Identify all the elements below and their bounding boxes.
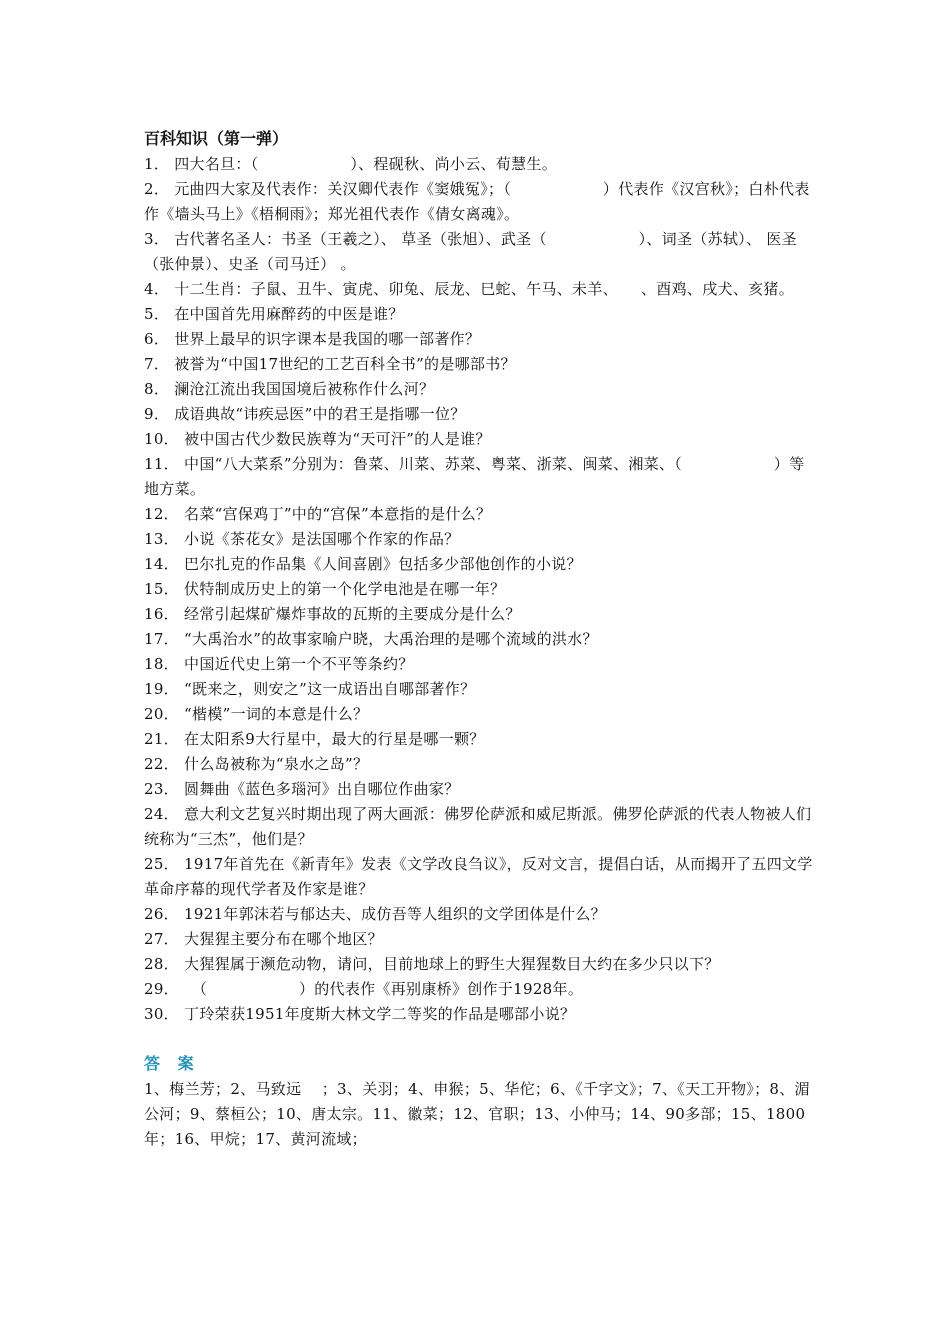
document-title: 百科知识（第一弹） — [144, 129, 289, 148]
answer-text: 1、梅兰芳；2、马致远 ；3、关羽；4、申猴；5、华佗；6、《千字文》；7、《天工开物》；8、湄公河；9、蔡桓公；10、唐太宗。11、徽菜；12、官职；13、小仲马；14、90多部；15、1800年；16、甲烷；17、黄河流域； — [144, 1080, 810, 1148]
question-23: 23． 圆舞曲《蓝色多瑙河》出自哪位作曲家？ — [144, 780, 460, 798]
question-13: 13． 小说《茶花女》是法国哪个作家的作品？ — [144, 530, 460, 548]
question-30: 30． 丁玲荣获1951年度斯大林文学二等奖的作品是哪部小说？ — [144, 1005, 576, 1023]
question-26: 26． 1921年郭沫若与郁达夫、成仿吾等人组织的文学团体是什么？ — [144, 905, 606, 923]
question-15: 15． 伏特制成历史上的第一个化学电池是在哪一年？ — [144, 580, 506, 598]
question-19: 19． “既来之，则安之”这一成语出自哪部著作？ — [144, 680, 476, 698]
question-6: 6． 世界上最早的识字课本是我国的哪一部著作？ — [144, 330, 481, 348]
question-20: 20． “楷模”一词的本意是什么？ — [144, 705, 369, 723]
question-14: 14． 巴尔扎克的作品集《人间喜剧》包括多少部他创作的小说？ — [144, 555, 582, 573]
question-18: 18． 中国近代史上第一个不平等条约？ — [144, 655, 414, 673]
question-24: 24． 意大利文艺复兴时期出现了两大画派：佛罗伦萨派和威尼斯派。佛罗伦萨派的代表人物被人们统称为“三杰”，他们是？ — [144, 805, 812, 848]
question-27: 27． 大猩猩主要分布在哪个地区？ — [144, 930, 383, 948]
question-8: 8． 澜沧江流出我国国境后被称作什么河？ — [144, 380, 435, 398]
question-2: 2． 元曲四大家及代表作：关汉卿代表作《窦娥冤》；（ ）代表作《汉宫秋》；白朴代表作《墙头马上》《梧桐雨》；郑光祖代表作《倩女离魂》。 — [144, 180, 810, 223]
question-25: 25． 1917年首先在《新青年》发表《文学改良刍议》，反对文言，提倡白话，从而揭开了五四文学革命序幕的现代学者及作家是谁？ — [144, 855, 813, 898]
question-21: 21． 在太阳系9大行星中，最大的行星是哪一颗？ — [144, 730, 485, 748]
question-4: 4． 十二生肖：子鼠、丑牛、寅虎、卯兔、辰龙、巳蛇、午马、未羊、 、酉鸡、戌犬、亥猪。 — [144, 280, 795, 298]
question-7: 7． 被誉为“中国17世纪的工艺百科全书”的是哪部书？ — [144, 355, 516, 373]
question-16: 16． 经常引起煤矿爆炸事故的瓦斯的主要成分是什么？ — [144, 605, 521, 623]
question-9: 9． 成语典故“讳疾忌医”中的君王是指哪一位？ — [144, 405, 466, 423]
question-12: 12． 名菜“宫保鸡丁”中的“宫保”本意指的是什么？ — [144, 505, 492, 523]
document-page — [144, 126, 814, 1152]
question-28: 28． 大猩猩属于濒危动物，请问，目前地球上的野生大猩猩数目大约在多少只以下？ — [144, 955, 720, 973]
question-10: 10． 被中国古代少数民族尊为“天可汗”的人是谁？ — [144, 430, 491, 448]
answer-heading: 答 案 — [144, 1054, 200, 1073]
question-29: 29． （ ）的代表作《再别康桥》创作于1928年。 — [144, 980, 584, 998]
question-22: 22． 什么岛被称为“泉水之岛”？ — [144, 755, 369, 773]
question-5: 5． 在中国首先用麻醉药的中医是谁？ — [144, 305, 404, 323]
question-17: 17． “大禹治水”的故事家喻户晓，大禹治理的是哪个流域的洪水？ — [144, 630, 598, 648]
question-1: 1． 四大名旦：（ ）、程砚秋、尚小云、荀慧生。 — [144, 155, 558, 173]
question-11: 11． 中国“八大菜系”分别为：鲁菜、川菜、苏菜、粤菜、浙菜、闽菜、湘菜、（ ）等地方菜。 — [144, 455, 805, 498]
question-3: 3． 古代著名圣人：书圣（王羲之）、 草圣（张旭）、武圣（ ）、词圣（苏轼）、 医圣（张仲景）、史圣（司马迁） 。 — [144, 230, 797, 273]
